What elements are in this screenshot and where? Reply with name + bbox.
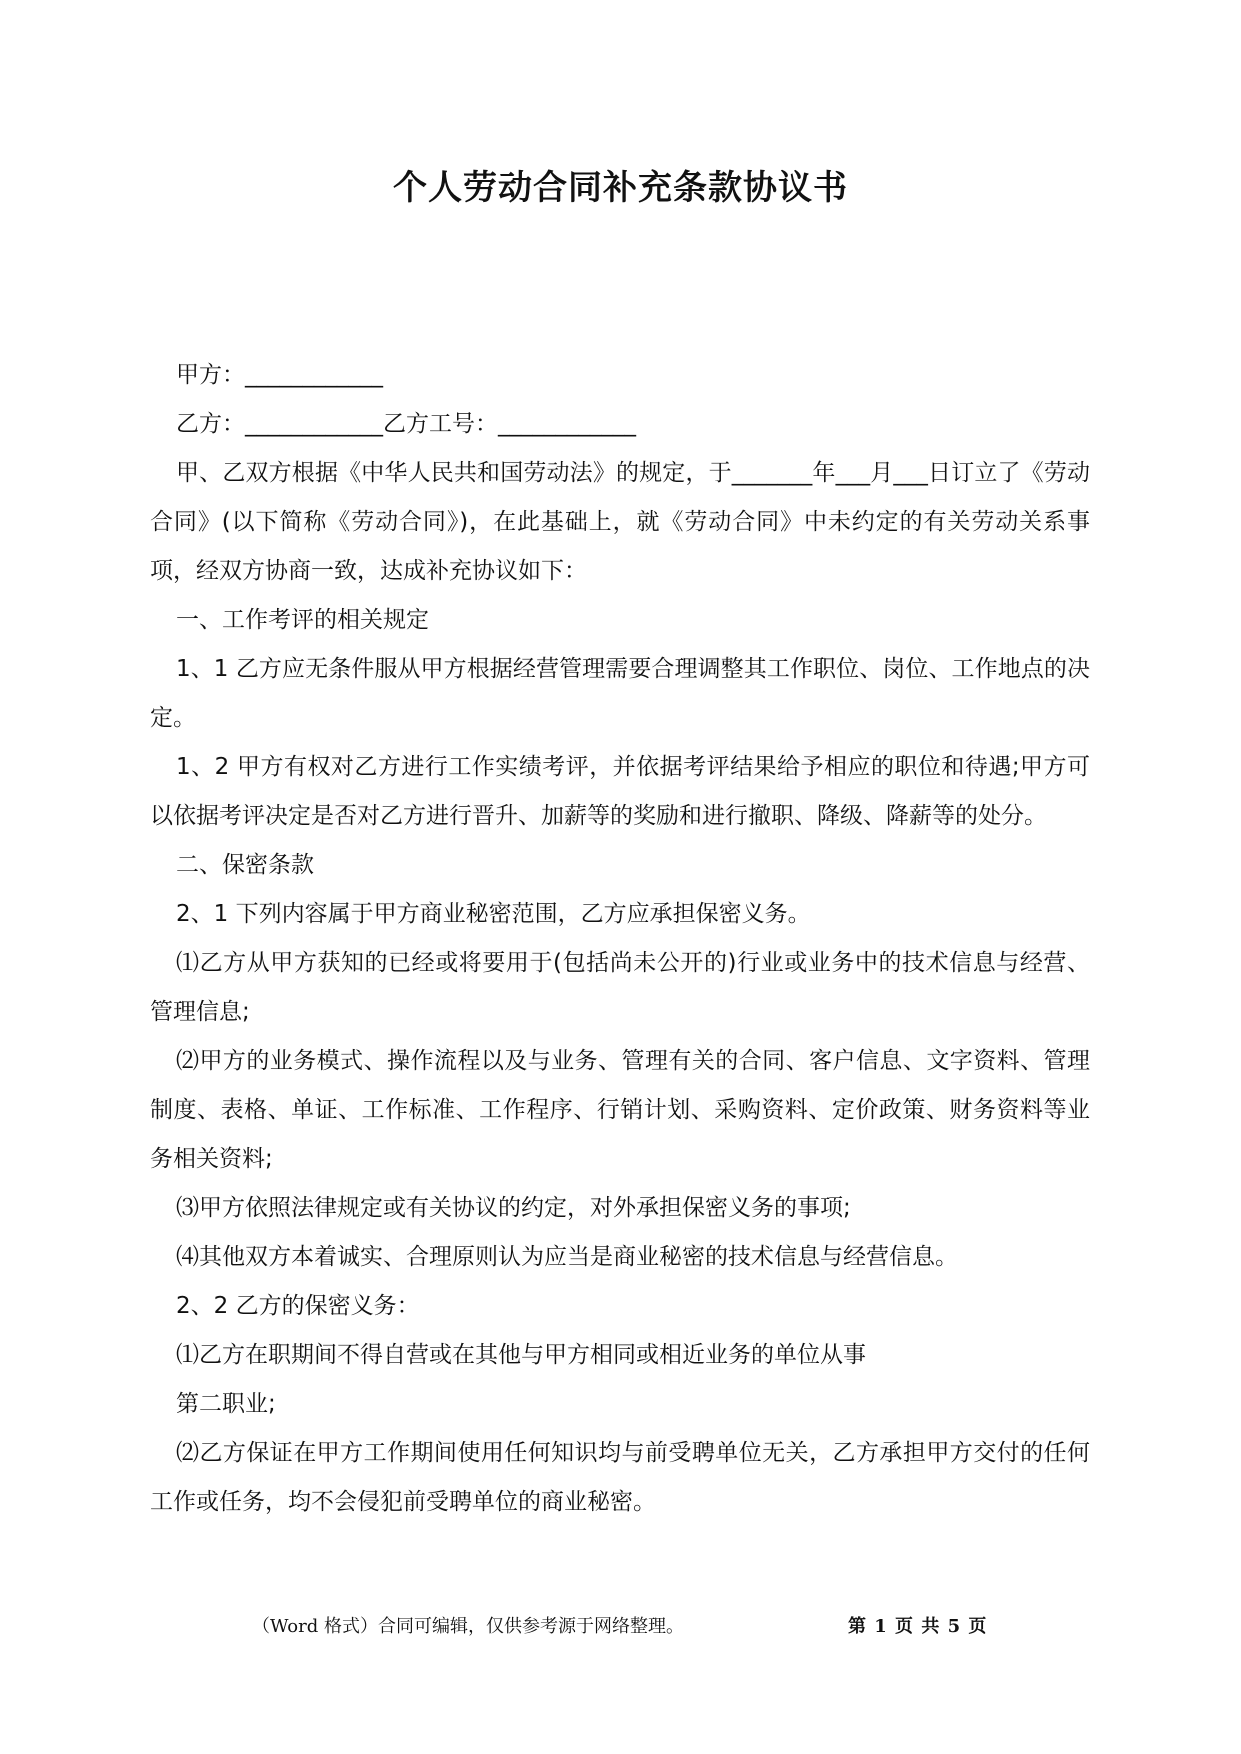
list-item: ⑵乙方保证在甲方工作期间使用任何知识均与前受聘单位无关，乙方承担甲方交付的任何工作或任务，均不会侵犯前受聘单位的商业秘密。 (150, 1440, 1090, 1515)
party-a-line: 甲方：____________ (176, 362, 383, 388)
clause-paragraph: 2、1 下列内容属于甲方商业秘密范围，乙方应承担保密义务。 (176, 901, 811, 927)
clause-paragraph: 1、2 甲方有权对乙方进行工作实绩考评，并依据考评结果给予相应的职位和待遇;甲方可以依据考评决定是否对乙方进行晋升、加薪等的奖励和进行撤职、降级、降薪等的处分。 (150, 754, 1090, 829)
page-number: 第 1 页 共 5 页 (848, 1616, 988, 1637)
section-heading: 二、保密条款 (176, 852, 314, 878)
list-item: ⑴乙方在职期间不得自营或在其他与甲方相同或相近业务的单位从事 (176, 1342, 866, 1368)
list-item: ⑵甲方的业务模式、操作流程以及与业务、管理有关的合同、客户信息、文字资料、管理制度、表格、单证、工作标准、工作程序、行销计划、采购资料、定价政策、财务资料等业务相关资料; (150, 1048, 1090, 1172)
clause-paragraph: 2、2 乙方的保密义务： (176, 1293, 420, 1319)
list-item: ⑷其他双方本着诚实、合理原则认为应当是商业秘密的技术信息与经营信息。 (176, 1244, 958, 1270)
list-item: ⑶甲方依照法律规定或有关协议的约定，对外承担保密义务的事项; (176, 1195, 851, 1221)
clause-paragraph: 1、1 乙方应无条件服从甲方根据经营管理需要合理调整其工作职位、岗位、工作地点的决定。 (150, 656, 1090, 731)
footer-note: （Word 格式）合同可编辑，仅供参考源于网络整理。 (252, 1616, 684, 1637)
section-heading: 一、工作考评的相关规定 (176, 607, 429, 633)
preamble-paragraph: 甲、乙双方根据《中华人民共和国劳动法》的规定，于_______年___月___日订立了《劳动合同》(以下简称《劳动合同》)，在此基础上，就《劳动合同》中未约定的有关劳动关系事项，经双方协商一致，达成补充协议如下： (150, 460, 1090, 584)
list-item: ⑴乙方从甲方获知的已经或将要用于(包括尚未公开的)行业或业务中的技术信息与经营、管理信息; (150, 950, 1090, 1025)
party-b-line: 乙方：____________乙方工号：____________ (176, 411, 636, 437)
document-title: 个人劳动合同补充条款协议书 (393, 168, 848, 208)
list-item: 第二职业; (176, 1391, 276, 1417)
document-body (150, 351, 1090, 1527)
